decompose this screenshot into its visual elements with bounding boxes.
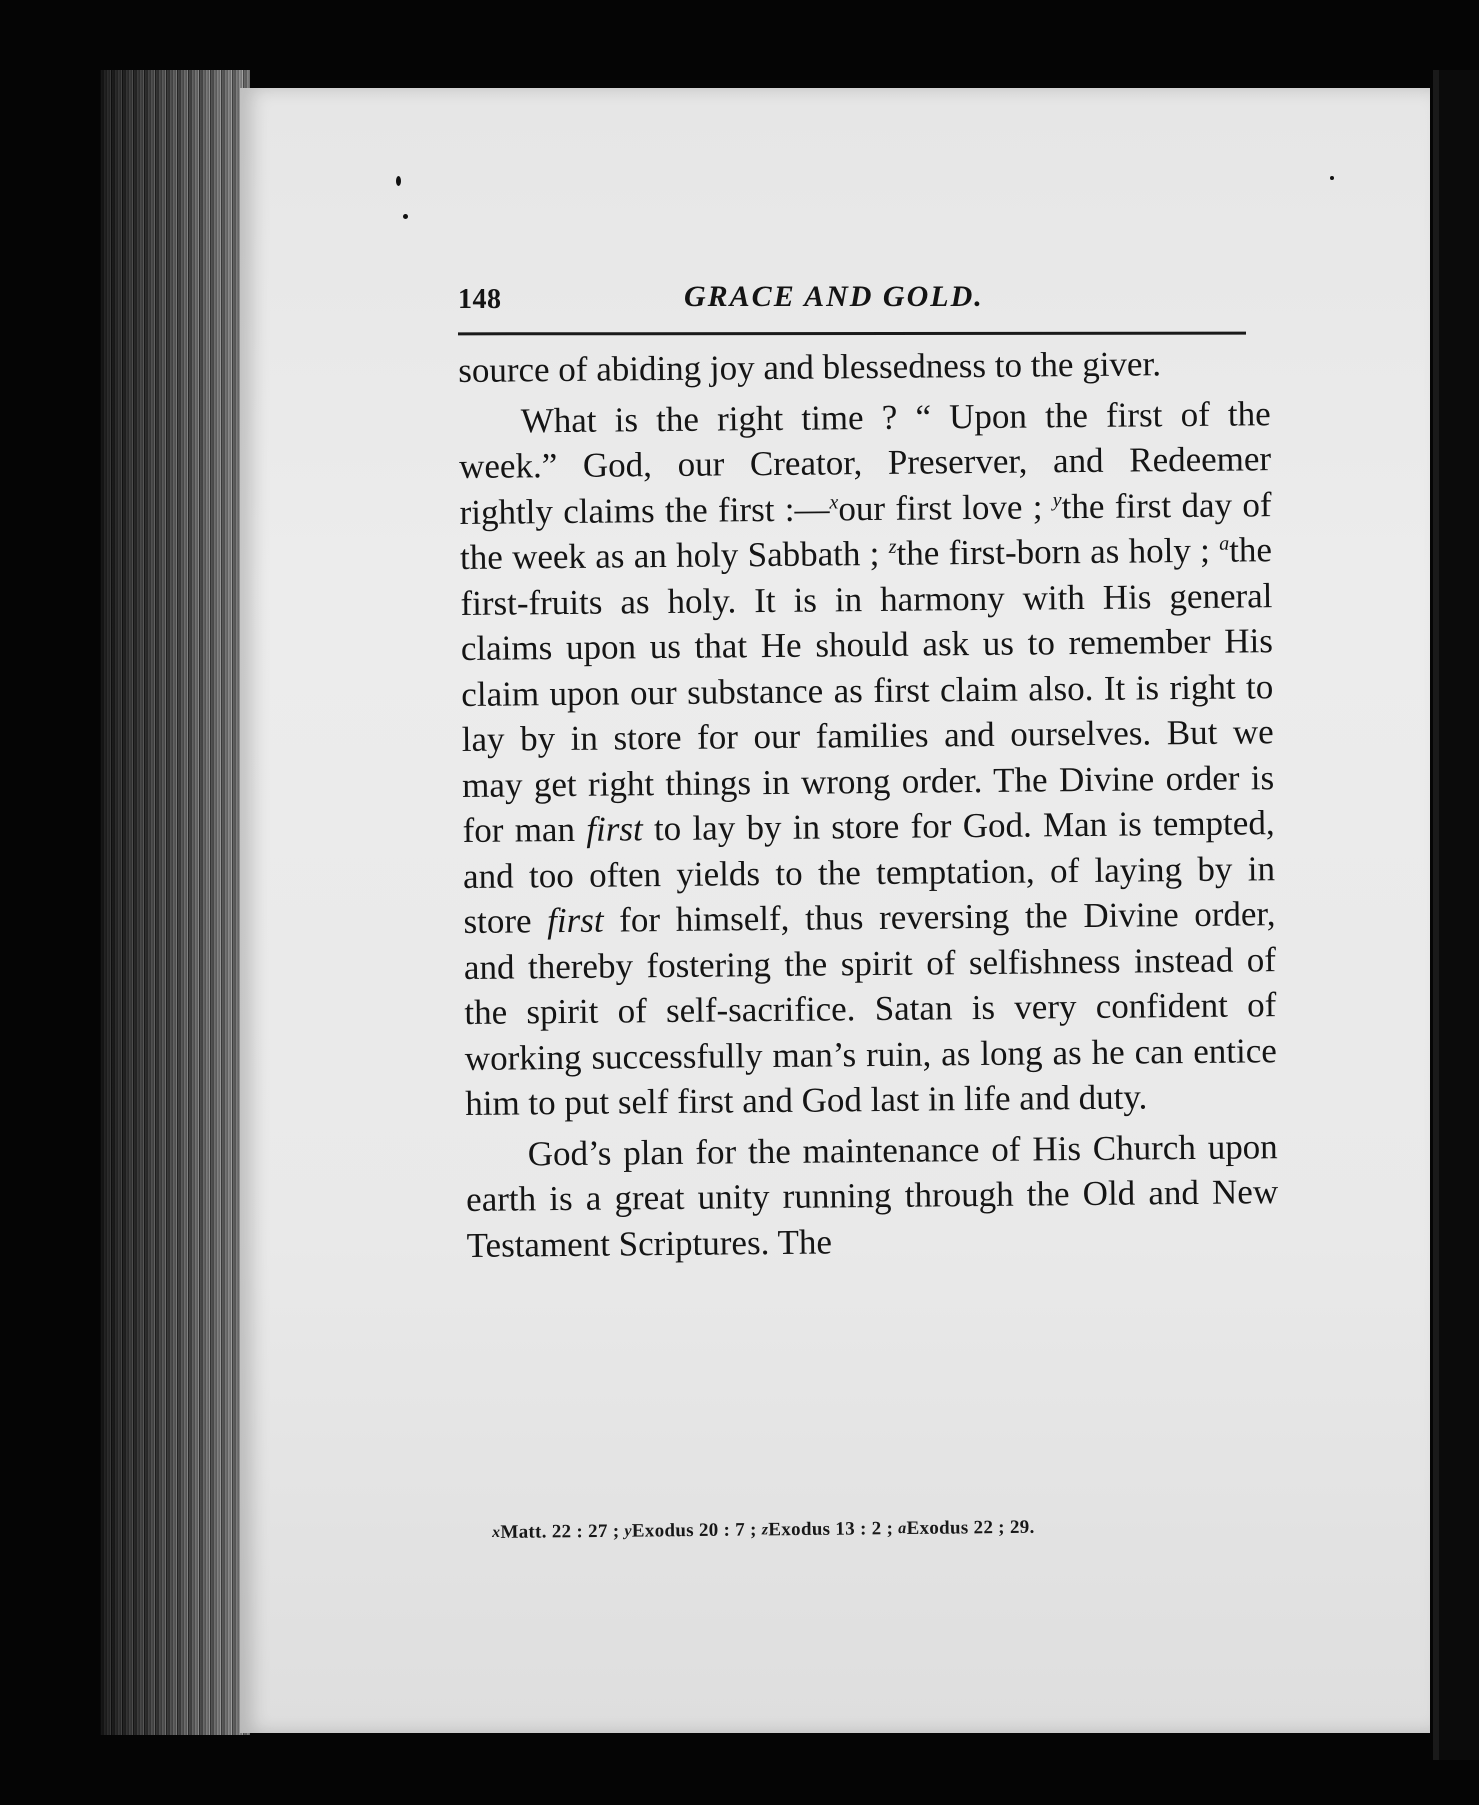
paragraph-text: the first day of the week as an holy Sabbath ; bbox=[459, 484, 1272, 577]
emphasis-text: first bbox=[586, 809, 643, 849]
footnote-mark: y bbox=[624, 1522, 632, 1540]
dust-speck bbox=[1330, 176, 1334, 180]
running-title: GRACE AND GOLD. bbox=[684, 280, 984, 313]
footnote-reference: Exodus 20 : 7 ; bbox=[631, 1519, 757, 1542]
footnote-marker: x bbox=[829, 490, 839, 513]
paragraph-text: What is the right time ? “ Upon the first of the week.” God, our Creator, Preserver, and Redeemer rightly claims the first :— bbox=[458, 393, 1272, 532]
footnote-reference: Matt. 22 : 27 ; bbox=[500, 1520, 620, 1543]
footnote-reference: Exodus 22 ; 29. bbox=[906, 1516, 1035, 1540]
stacked-page-edges bbox=[100, 70, 250, 1735]
footnote-marker: y bbox=[1052, 488, 1062, 511]
paragraph bbox=[458, 391, 1277, 1127]
paragraph-text: God’s plan for the maintenance of His Church upon earth is a great unity running through the Old and New Testament Scriptures. The bbox=[465, 1126, 1279, 1265]
paragraph-text: to lay by in store for God. Man is tempted, and too often yields to the temptation, of laying by in store bbox=[462, 803, 1276, 941]
paragraph bbox=[466, 1124, 1279, 1268]
dust-speck bbox=[403, 214, 408, 219]
emphasis-text: first bbox=[547, 900, 604, 941]
paragraph-text: source of abiding joy and blessedness to the giver. bbox=[458, 344, 1162, 390]
footnote-marker: z bbox=[888, 535, 897, 558]
footnote-mark: a bbox=[898, 1520, 907, 1538]
paragraph-text: for himself, thus reversing the Divine order, and thereby fostering the spirit of selfishness instead of the spirit of self-sacrifice. Satan is very confident of working successfully man’s ruin, as long as he can entice him to put self first and God last in life and duty. bbox=[463, 894, 1277, 1123]
paragraph-text: our first love ; bbox=[838, 486, 1053, 528]
footnote-mark: z bbox=[761, 1521, 769, 1539]
footnote-entry bbox=[898, 1517, 1035, 1539]
body-text bbox=[458, 340, 1279, 1268]
footnote-reference: Exodus 13 : 2 ; bbox=[768, 1518, 894, 1541]
footnote-marker: a bbox=[1219, 532, 1230, 555]
footnote-entry bbox=[624, 1519, 756, 1541]
footnote-entry bbox=[762, 1518, 894, 1540]
footnote-entry bbox=[492, 1521, 620, 1543]
paragraph bbox=[458, 340, 1270, 393]
dust-speck bbox=[396, 176, 401, 186]
page-number: 148 bbox=[458, 284, 502, 315]
running-head bbox=[458, 272, 1248, 322]
footnote-mark: x bbox=[492, 1523, 501, 1541]
paragraph-text: the first-born as holy ; bbox=[896, 530, 1220, 573]
facing-page-gutter bbox=[1433, 70, 1479, 1760]
paragraph-text: the first-fruits as holy. It is in harmony with His general claims upon us that He should ask us to remember His claim upon our substance as first claim also. It is right to lay by in store for our families and ourselves. But we may get right things in wrong order. The Divine order is for man bbox=[460, 530, 1275, 850]
